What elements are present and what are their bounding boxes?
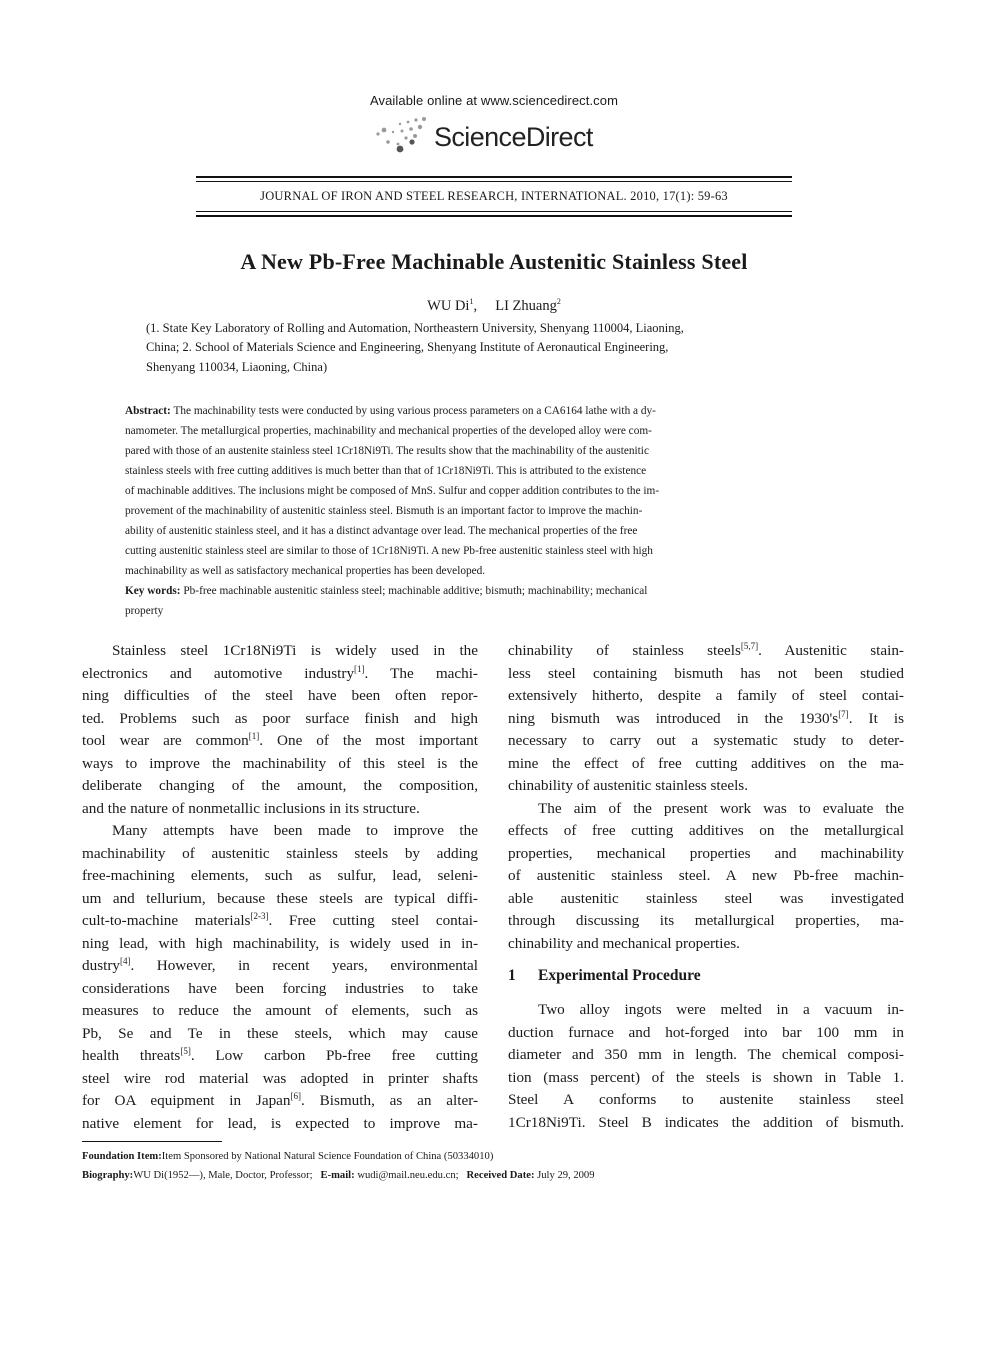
body-text: effects of free cutting additives on the metallurgical [508, 822, 904, 839]
body-text: electronics and automotive industry [82, 664, 355, 682]
body-text-line [508, 933, 904, 956]
body-text: cult-to-machine materials [82, 912, 251, 929]
citation-ref: [5,7] [740, 640, 759, 651]
body-text-line [508, 798, 904, 821]
body-text: ways to improve the machinability of this steel is the [82, 754, 478, 772]
body-text: . Low carbon Pb-free free cutting [190, 1047, 478, 1064]
body-text-line [508, 1067, 904, 1090]
citation-ref: [1] [248, 730, 260, 741]
body-text: Pb, Se and Te in these steels, which may cause [82, 1024, 478, 1042]
body-text-line [82, 1000, 478, 1023]
header-rule-bottom [196, 215, 792, 217]
body-text-line [82, 663, 478, 686]
abstract-line: of machinable additives. The inclusions might be composed of MnS. Sulfur and copper addition contributes to the im- [125, 485, 660, 497]
email-label: E-mail: [320, 1170, 355, 1181]
section-title: Experimental Procedure [538, 967, 701, 984]
body-text: . Austenitic stain- [758, 642, 904, 659]
body-text-line [82, 865, 478, 888]
affiliations [146, 319, 858, 377]
author-name: LI Zhuang [495, 297, 557, 314]
body-text-line [508, 865, 904, 888]
body-text-line [82, 933, 478, 956]
foundation-text: Item Sponsored by National Natural Science Foundation of China (50334010) [161, 1151, 494, 1162]
body-text-line [508, 820, 904, 843]
body-text-line [508, 1089, 904, 1112]
body-text-line [508, 708, 904, 731]
body-text-line [82, 955, 478, 978]
body-text-line [508, 888, 904, 911]
body-text-line [82, 820, 478, 843]
body-text: machinability of austenitic stainless steels by adding [82, 844, 478, 862]
body-text: chinability of stainless steels [508, 642, 741, 659]
body-text: . Free cutting steel contai- [268, 912, 478, 929]
footnote-rule [82, 1141, 222, 1142]
citation-ref: [7] [838, 708, 849, 719]
biography-footnote [82, 1166, 902, 1185]
keywords-line [125, 581, 863, 601]
body-text-line [82, 843, 478, 866]
body-column-left [82, 640, 478, 1135]
body-text-line [82, 1068, 478, 1091]
affiliation-line: (1. State Key Laboratory of Rolling and Automation, Northeastern University, Shenyang 110004, Liaoning, [146, 321, 684, 335]
body-text-line [508, 663, 904, 686]
body-text-line [508, 910, 904, 933]
abstract-line: stainless steels with free cutting additives is much better than that of 1Cr18Ni9Ti. This is attributed to the existence [125, 465, 647, 477]
body-text: Two alloy ingots were melted in a vacuum in- [538, 1001, 904, 1018]
abstract-line: namometer. The metallurgical properties, machinability and mechanical properties of the developed alloy were com- [125, 425, 652, 437]
body-text: chinability and mechanical properties. [508, 934, 740, 952]
body-text: tion (mass percent) of the steels is shown in Table 1. [508, 1068, 904, 1086]
body-text: ning difficulties of the steel have been often repor- [82, 687, 478, 704]
available-online-notice: Available online at www.sciencedirect.com [369, 93, 619, 108]
abstract-text: The machinability tests were conducted by using various process parameters on a CA6164 lathe with a dy- [173, 405, 656, 417]
body-text-line [508, 685, 904, 708]
body-text: measures to reduce the amount of elements, such as [82, 1002, 478, 1019]
received-date-text: July 29, 2009 [537, 1170, 595, 1181]
body-text: . Bismuth, as an alter- [301, 1092, 479, 1109]
body-text: dustry [82, 957, 120, 974]
body-text-line [82, 1090, 478, 1113]
biography-text: WU Di(1952—), Male, Doctor, Professor; [133, 1170, 313, 1181]
body-text-line [82, 1023, 478, 1046]
body-text: ted. Problems such as poor surface finish and high [82, 709, 478, 727]
abstract-line: ability of austenitic stainless steel, and it has a distinct advantage over lead. The mechanical properties of the free [125, 525, 638, 537]
body-text: health threats [82, 1047, 181, 1064]
body-column-right-experimental [508, 999, 904, 1134]
body-text: of austenitic stainless steel. A new Pb-free machin- [508, 867, 904, 884]
body-text-line [82, 978, 478, 1001]
citation-ref: [2-3] [250, 910, 269, 921]
foundation-footnote [82, 1147, 902, 1166]
body-text-line [508, 775, 904, 798]
citation-ref: [6] [290, 1090, 302, 1101]
body-text-line [82, 640, 478, 663]
body-text: through discussing its metallurgical properties, ma- [508, 912, 904, 929]
body-text: properties, mechanical properties and machinability [508, 844, 904, 862]
body-text-line [82, 798, 478, 821]
body-text-line [508, 1022, 904, 1045]
body-text-line [508, 1044, 904, 1067]
affiliation-line: China; 2. School of Materials Science and Engineering, Shenyang Institute of Aeronautical Engineering, [146, 340, 669, 355]
body-text-line [82, 1045, 478, 1068]
citation-ref: [5] [180, 1045, 191, 1056]
body-text: Stainless steel 1Cr18Ni9Ti is widely used in the [112, 642, 478, 659]
body-text: . However, in recent years, environmental [130, 957, 478, 974]
abstract-label: Abstract: [125, 405, 171, 417]
body-text: for OA equipment in Japan [82, 1092, 291, 1109]
body-text: Steel A conforms to austenite stainless steel [508, 1091, 904, 1108]
body-text: . One of the most important [259, 732, 478, 749]
article-title: A New Pb-Free Machinable Austenitic Stainless Steel [240, 249, 748, 274]
body-text: native element for lead, is expected to improve ma- [82, 1114, 478, 1132]
body-text-line [508, 640, 904, 663]
body-text-line [508, 843, 904, 866]
body-text: um and tellurium, because these steels are typical diffi- [82, 889, 478, 907]
body-text: ning lead, with high machinability, is widely used in in- [82, 934, 478, 952]
body-text: less steel containing bismuth has not been studied [508, 664, 904, 682]
abstract [125, 401, 863, 621]
biography-label: Biography: [82, 1170, 134, 1181]
body-text: The aim of the present work was to evaluate the [538, 799, 904, 817]
body-text: necessary to carry out a systematic study to deter- [508, 732, 904, 749]
header-rule-top-thin [196, 181, 792, 182]
sciencedirect-logo [372, 114, 632, 162]
citation-ref: [1] [354, 663, 365, 674]
body-text: and the nature of nonmetallic inclusions in its structure. [82, 799, 420, 817]
body-text-line [508, 753, 904, 776]
abstract-line: machinability as well as satisfactory mechanical properties has been developed. [125, 565, 486, 577]
section-number: 1 [508, 967, 516, 984]
header-rule-top [196, 176, 792, 178]
abstract-line: cutting austenitic stainless steel are similar to those of 1Cr18Ni9Ti. A new Pb-free austenitic stainless steel with high [125, 545, 653, 557]
body-text-line [82, 888, 478, 911]
body-text-line [82, 708, 478, 731]
foundation-label: Foundation Item: [82, 1151, 162, 1162]
body-text: extensively hitherto, despite a family of steel contai- [508, 687, 904, 704]
sciencedirect-wordmark: ScienceDirect [434, 122, 593, 152]
section-heading [508, 965, 904, 991]
footnotes [82, 1147, 902, 1185]
body-text-line [82, 730, 478, 753]
received-date-label: Received Date: [466, 1170, 535, 1181]
body-column-right [508, 640, 904, 1134]
body-text-line [82, 1113, 478, 1136]
body-text: chinability of austenitic stainless steels. [508, 777, 748, 794]
body-text-line [508, 1112, 904, 1135]
body-text: steel wire rod material was adopted in printer shafts [82, 1069, 478, 1087]
body-text: . It is [848, 709, 904, 727]
author-affiliation-mark: 2 [556, 297, 561, 306]
journal-citation: JOURNAL OF IRON AND STEEL RESEARCH, INTERNATIONAL. 2010, 17(1): 59-63 [260, 189, 728, 203]
citation-ref: [4] [119, 955, 131, 966]
body-text-line [82, 910, 478, 933]
body-text-line [82, 685, 478, 708]
keywords-text: Pb-free machinable austenitic stainless steel; machinable additive; bismuth; machinability; mechanical [183, 585, 648, 597]
author-affiliation-mark: 1 [469, 297, 474, 306]
body-text: free-machining elements, such as sulfur, lead, seleni- [82, 867, 478, 884]
body-text: duction furnace and hot-forged into bar 100 mm in [508, 1023, 904, 1041]
affiliation-line: Shenyang 110034, Liaoning, China) [146, 359, 328, 374]
body-text: ning bismuth was introduced in the 1930's [508, 709, 839, 727]
abstract-line [125, 401, 863, 421]
author-name: WU Di [427, 297, 470, 314]
keywords-line: property [125, 605, 164, 617]
body-text: able austenitic stainless steel was investigated [508, 889, 904, 907]
body-text: tool wear are common [82, 732, 249, 749]
body-text-line [82, 775, 478, 798]
header-rule-bottom-thin [196, 211, 792, 212]
body-text-line [82, 753, 478, 776]
email-text: wudi@mail.neu.edu.cn; [357, 1170, 459, 1181]
abstract-line: pared with those of an austenite stainless steel 1Cr18Ni9Ti. The results show that the machinability of the austenitic [125, 445, 649, 457]
body-text-line [508, 730, 904, 753]
body-text: diameter and 350 mm in length. The chemical composi- [508, 1046, 904, 1063]
author-separator: , [473, 297, 478, 314]
keywords-label: Key words: [125, 585, 181, 597]
sciencedirect-dots-icon [372, 114, 434, 158]
body-text: 1Cr18Ni9Ti. Steel B indicates the addition of bismuth. [508, 1113, 904, 1131]
body-text: deliberate changing of the amount, the composition, [82, 777, 478, 794]
body-text: Many attempts have been made to improve the [112, 822, 478, 839]
body-text: considerations have been forcing industries to take [82, 979, 478, 997]
author-list [0, 297, 988, 315]
abstract-line: provement of the machinability of austenitic stainless steel. Bismuth is an important factor to improve the machin- [125, 505, 643, 517]
body-text: mine the effect of free cutting additives on the ma- [508, 754, 904, 772]
body-text: . The machi- [364, 664, 478, 682]
body-column-right-intro [508, 640, 904, 955]
body-text-line [508, 999, 904, 1022]
